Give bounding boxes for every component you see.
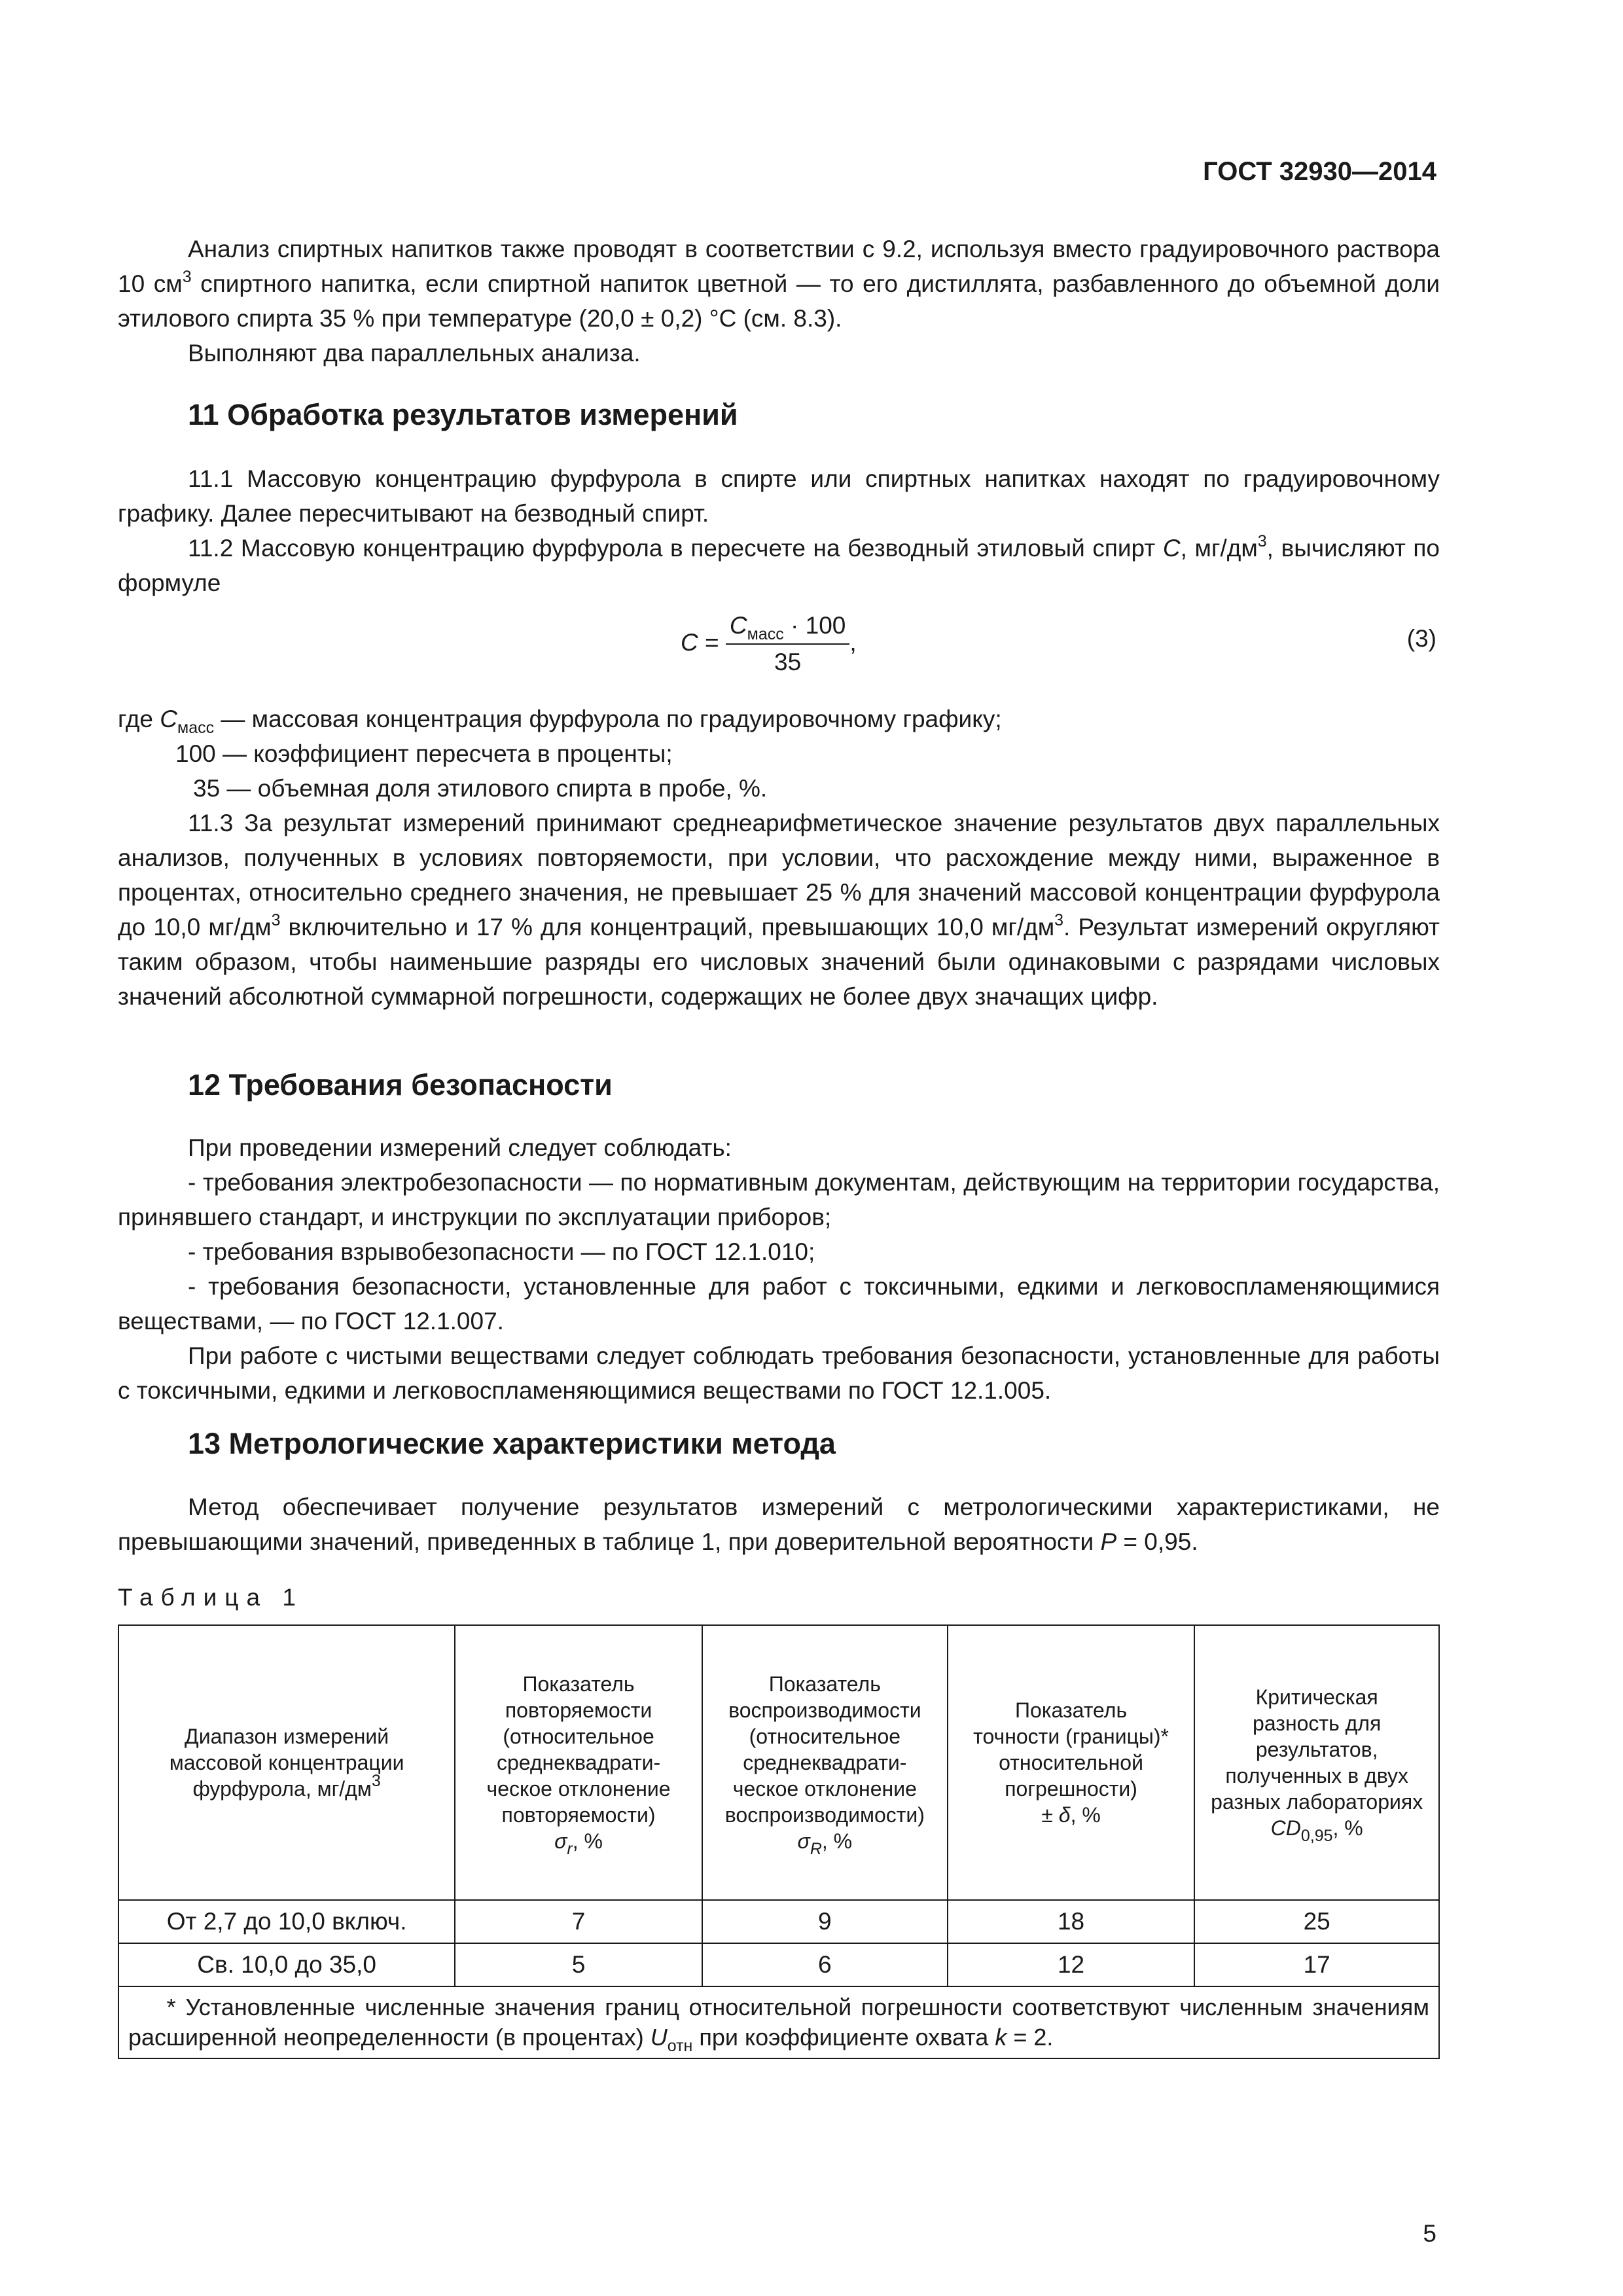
formula-3: C = $\frac{C_{масс} \cdot 100}{35}$ , <box>681 612 857 675</box>
para-12-3: - требования взрывобезопасности — по ГОСТ 12.1.010; <box>188 1238 815 1265</box>
table-cell: От 2,7 до 10,0 включ. <box>118 1900 455 1943</box>
intro-paragraph-1: Анализ спиртных напитков также проводят в соответствии с 9.2, используя вместо градуировочного раствора 10 $см^3$ спиртного напитка, если спиртной напиток цветной — то его дистиллята, разбавленного до объемной доли этилового спирта 35 % при температуре (20,0 ± 0,2) °С (см. 8.3). <box>118 236 1440 332</box>
table-cell: 18 <box>948 1900 1195 1943</box>
page-number: 5 <box>1423 2220 1436 2247</box>
header-repeatability: Показатель повторяемости (относительное среднеквадрати- ческое отклонение повторяемости) $\sigma_r$, % <box>455 1625 702 1900</box>
where-line-3: 35 — объемная доля этилового спирта в пробе, %. <box>193 775 768 802</box>
document-header: ГОСТ 32930—2014 <box>1203 157 1436 186</box>
section-12-body <box>118 1130 1440 1408</box>
header-reproducibility: Показатель воспроизводимости (относительное среднеквадрати- ческое отклонение воспроизводимости) $\sigma_R$, % <box>702 1625 948 1900</box>
table-cell: 7 <box>455 1900 702 1943</box>
header-range: Диапазон измерений массовой концентрации фурфурола, $мг/дм^3$ <box>118 1625 455 1900</box>
where-line-1: где $C_{масс}$ — массовая концентрация фурфурола по градуировочному графику; <box>118 706 1002 737</box>
header-accuracy: Показатель точности (границы)* относительной погрешности) ± δ, % <box>948 1625 1195 1900</box>
table-note-row <box>118 1986 1439 2058</box>
metrology-table <box>118 1624 1440 2059</box>
para-11-2: 11.2 Массовую концентрацию фурфурола в пересчете на безводный этиловый спирт С, $мг/дм^3$, вычисляют по формуле <box>118 532 1440 596</box>
section-11-title: 11 Обработка результатов измерений <box>188 398 738 431</box>
section-13-title: 13 Метрологические характеристики метода <box>188 1427 836 1460</box>
table-header-row <box>118 1625 1439 1900</box>
table-cell: 9 <box>702 1900 948 1943</box>
para-12-2: - требования электробезопасности — по нормативным документам, действующим на территории государства, принявшего стандарт, и инструкции по эксплуатации приборов; <box>118 1169 1440 1230</box>
para-11-1: 11.1 Массовую концентрацию фурфурола в спирте или спиртных напитках находят по градуировочному графику. Далее пересчитывают на безводный спирт. <box>118 465 1440 527</box>
table-row <box>118 1900 1439 1943</box>
section-11-body <box>118 461 1440 600</box>
intro-paragraph-2: Выполняют два параллельных анализа. <box>188 340 641 367</box>
table-cell: 5 <box>455 1943 702 1986</box>
table-cell: 25 <box>1194 1900 1439 1943</box>
where-line-2: 100 — коэффициент пересчета в проценты; <box>175 740 673 767</box>
table-caption: Таблица 1 <box>118 1584 304 1611</box>
formula-fraction: $\frac{C_{масс} \cdot 100}{35}$ <box>726 612 849 676</box>
header-critical-difference: Критическая разность для результатов, полученных в двух разных лабораториях $CD_{0,95}$, % <box>1194 1625 1439 1900</box>
table-cell: 12 <box>948 1943 1195 1986</box>
para-12-1: При проведении измерений следует соблюдать: <box>188 1134 732 1161</box>
para-12-4: - требования безопасности, установленные для работ с токсичными, едкими и легковоспламеняющимися веществами, — по ГОСТ 12.1.007. <box>118 1273 1440 1335</box>
table-footnote: * Установленные численные значения границ относительной погрешности соответствуют численным значениям расширенной неопределенности (в процентах) $U_{отн}$ при коэффициенте охвата k = 2. <box>118 1986 1439 2058</box>
section-13-body <box>118 1490 1440 1559</box>
table-row <box>118 1943 1439 1986</box>
para-13-1: Метод обеспечивает получение результатов измерений с метрологическими характеристиками, не превышающими значений, приведенных в таблице 1, при доверительной вероятности P = 0,95. <box>118 1494 1440 1555</box>
para-11-3: 11.3 За результат измерений принимают среднеарифметическое значение результатов двух параллельных анализов, полученных в условиях повторяемости, при условии, что расхождение между ними, выраженное в процентах, относительно среднего значения, не превышает 25 % для значений массовой концентрации фурфурола до 10,0 $мг/дм^3$ включительно и 17 % для концентраций, превышающих 10,0 $мг/дм^3$. Результат измерений округляют таким образом, чтобы наименьшие разряды его числовых значений были одинаковыми с разрядами числовых значений абсолютной суммарной погрешности, содержащих не более двух значащих цифр. <box>118 810 1440 1010</box>
table-cell: 17 <box>1194 1943 1439 1986</box>
para-12-5: При работе с чистыми веществами следует соблюдать требования безопасности, установленные для работы с токсичными, едкими и легковоспламеняющимися веществами по ГОСТ 12.1.005. <box>118 1342 1440 1404</box>
section-12-title: 12 Требования безопасности <box>188 1068 613 1102</box>
table-cell: Св. 10,0 до 35,0 <box>118 1943 455 1986</box>
intro-block <box>118 232 1440 370</box>
formula-number: (3) <box>1406 625 1436 652</box>
table-cell: 6 <box>702 1943 948 1986</box>
